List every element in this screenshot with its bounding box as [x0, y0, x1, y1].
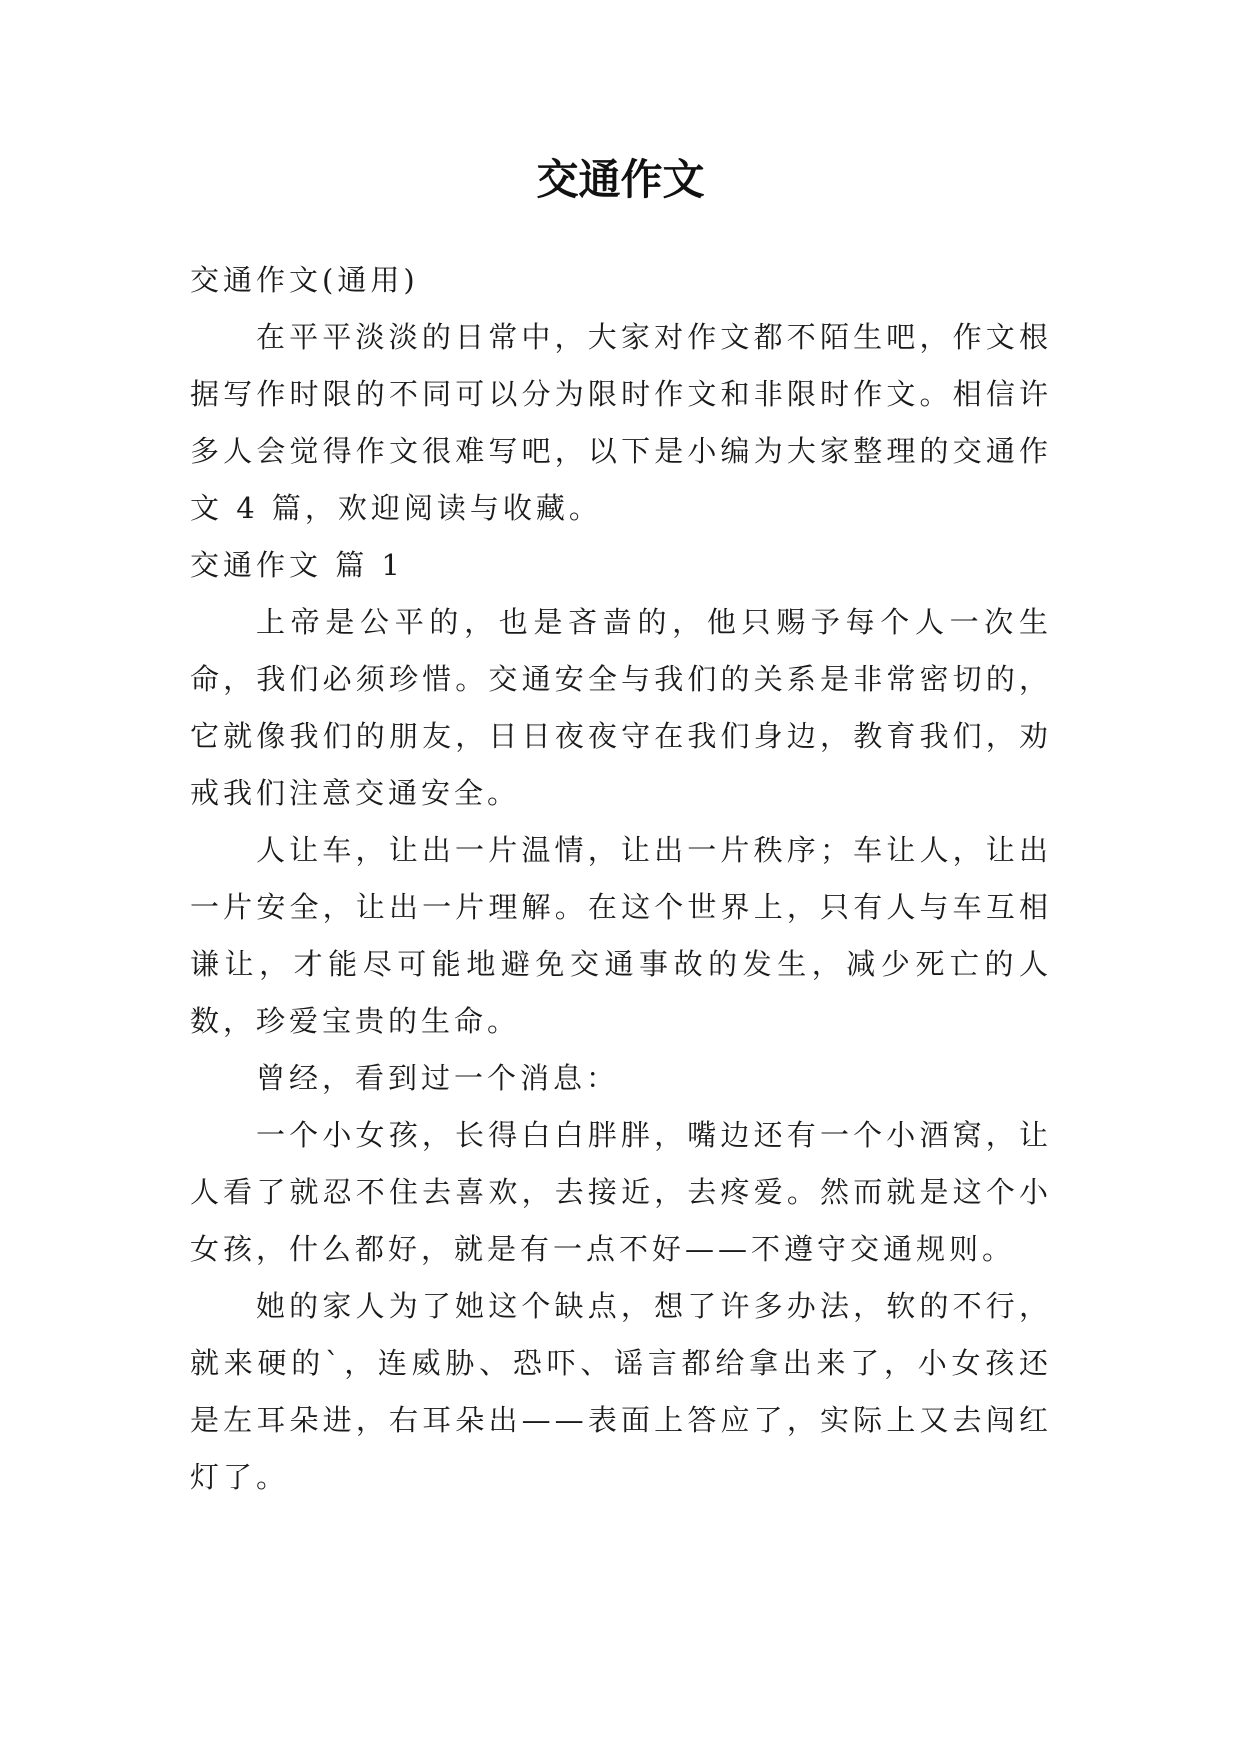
section-heading: 交通作文 篇 1 [190, 548, 404, 582]
body-paragraph: 一个小女孩，长得白白胖胖，嘴边还有一个小酒窝，让人看了就忍不住去喜欢，去接近，去疼爱。然而就是这个小女孩，什么都好，就是有一点不好——不遵守交通规则。 [190, 1118, 1052, 1266]
body-paragraph: 她的家人为了她这个缺点，想了许多办法，软的不行，就来硬的`，连威胁、恐吓、谣言都给拿出来了，小女孩还是左耳朵进，右耳朵出——表面上答应了，实际上又去闯红灯了。 [190, 1289, 1052, 1494]
document-title: 交通作文 [536, 155, 705, 204]
document-body [190, 252, 1052, 1506]
body-paragraph: 人让车，让出一片温情，让出一片秩序；车让人，让出一片安全，让出一片理解。在这个世界上，只有人与车互相谦让，才能尽可能地避免交通事故的发生，减少死亡的人数，珍爱宝贵的生命。 [190, 833, 1052, 1038]
body-paragraph: 上帝是公平的，也是吝啬的，他只赐予每个人一次生命，我们必须珍惜。交通安全与我们的关系是非常密切的，它就像我们的朋友，日日夜夜守在我们身边，教育我们，劝戒我们注意交通安全。 [190, 605, 1052, 810]
intro-paragraph: 在平平淡淡的日常中，大家对作文都不陌生吧，作文根据写作时限的不同可以分为限时作文和非限时作文。相信许多人会觉得作文很难写吧，以下是小编为大家整理的交通作文 4 篇，欢迎阅读与收藏。 [190, 320, 1052, 525]
subtitle-heading: 交通作文(通用) [190, 263, 419, 297]
body-paragraph: 曾经，看到过一个消息： [256, 1061, 620, 1095]
